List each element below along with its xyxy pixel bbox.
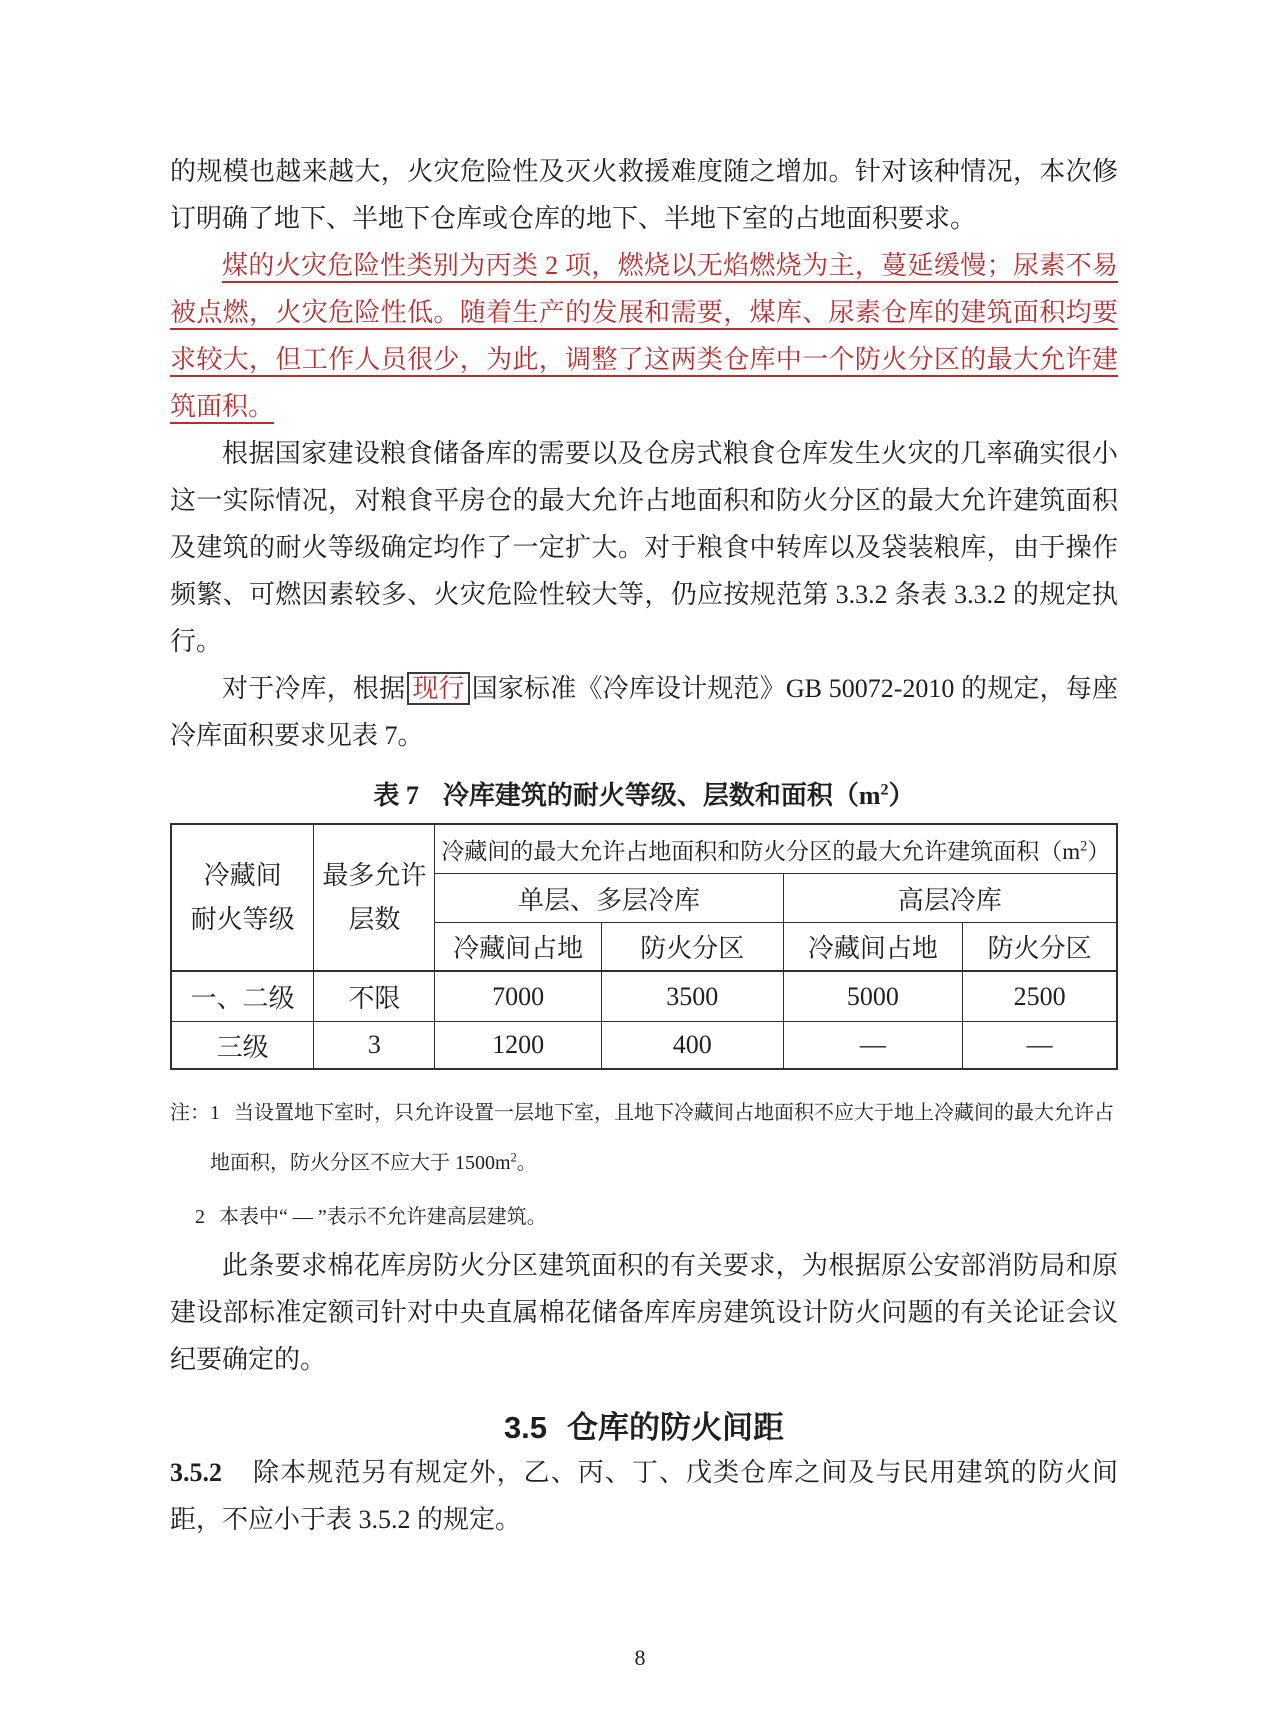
table7-header-span-superscript: 2	[1080, 837, 1088, 854]
table7-title	[170, 777, 1118, 815]
paragraph-grain-storage: 根据国家建设粮食储备库的需要以及仓房式粮食仓库发生火灾的几率确实很小这一实际情况，对粮食平房仓的最大允许占地面积和防火分区的最大允许建筑面积及建筑的耐火等级确定均作了一定扩大。对于粮食中转库以及袋装粮库，由于操作频繁、可燃因素较多、火灾危险性较大等，仍应按规范第 3.3.2 条表 3.3.2 的规定执行。	[170, 439, 1118, 656]
table7-subheader-firezone-1: 防火分区	[601, 923, 783, 972]
table7-subheader-footprint-1: 冷藏间占地	[435, 923, 601, 972]
table7-row-grade-1-2	[171, 971, 1117, 1022]
table7-cell: 一、二级	[171, 971, 314, 1022]
table7-title-close: ）	[888, 781, 915, 810]
table7-cell: 400	[601, 1022, 783, 1070]
note-2-number: 2	[195, 1206, 205, 1228]
section-number: 3.5	[503, 1410, 548, 1445]
paragraph-cotton-warehouse: 此条要求棉花库房防火分区建筑面积的有关要求，为根据原公安部消防局和原建设部标准定额司针对中央直属棉花储备库库房建筑设计防火问题的有关论证会议纪要确定的。	[170, 1251, 1118, 1374]
table7-subheader-footprint-2: 冷藏间占地	[783, 923, 963, 972]
table7-header-grade-line2: 耐火等级	[190, 904, 295, 934]
note-1-superscript: 2	[510, 1150, 517, 1165]
table7-title-text: 冷库建筑的耐火等级、层数和面积（m	[442, 781, 881, 810]
table7-header-span-close: ）	[1087, 838, 1111, 864]
note-2-text: 本表中“ — ”表示不允许建高层建筑。	[219, 1206, 547, 1228]
table7-header-group-single-multi: 单层、多层冷库	[435, 874, 783, 923]
table7-cell: 3500	[601, 971, 783, 1022]
table7-title-label: 表 7	[373, 781, 419, 810]
table7-cell: —	[963, 1022, 1117, 1070]
note-1-text: 当设置地下室时，只允许设置一层地下室，且地下冷藏间占地面积不应大于地上冷藏间的最大允许占地面积，防火分区不应大于 1500m	[210, 1102, 1114, 1174]
note-label: 注：	[170, 1102, 210, 1124]
note-1-number: 1	[210, 1102, 220, 1124]
table7-header-floors	[314, 824, 435, 971]
section-heading-3-5	[170, 1407, 1118, 1449]
table7-header-grade	[171, 824, 314, 971]
section-title: 仓库的防火间距	[567, 1410, 785, 1445]
table7-header-floors-line1: 最多允许	[322, 860, 427, 890]
paragraph-clause-3-5-2	[170, 1449, 1118, 1543]
table7-cell: —	[783, 1022, 963, 1070]
cold-storage-text-before: 对于冷库，根据	[222, 674, 406, 703]
table7-row-grade-3	[171, 1022, 1117, 1070]
table7-subheader-firezone-2: 防火分区	[963, 923, 1117, 972]
paragraph-continuation: 的规模也越来越大，火灾危险性及灭火救援难度随之增加。针对该种情况，本次修订明确了地下、半地下仓库或仓库的地下、半地下室的占地面积要求。	[170, 157, 1118, 233]
table7	[170, 823, 1118, 1070]
table7-cell: 3	[314, 1022, 435, 1070]
table7-cell: 5000	[783, 971, 963, 1022]
table7-cell: 2500	[963, 971, 1117, 1022]
table7-header-group-highrise: 高层冷库	[783, 874, 1117, 923]
clause-number: 3.5.2	[170, 1458, 222, 1487]
table7-cell: 1200	[435, 1022, 601, 1070]
note-1-close: 。	[516, 1152, 537, 1174]
page-number: 8	[634, 1645, 646, 1670]
table7-cell: 7000	[435, 971, 601, 1022]
table7-header-span	[435, 824, 1117, 874]
table7-header-floors-line2: 层数	[348, 904, 401, 934]
clause-text: 除本规范另有规定外，乙、丙、丁、戊类仓库之间及与民用建筑的防火间距，不应小于表 3.5.2 的规定。	[170, 1458, 1118, 1534]
table7-header-row-1	[171, 824, 1117, 874]
table7-header-grade-line1: 冷藏间	[203, 860, 282, 890]
table7-header-span-text: 冷藏间的最大允许占地面积和防火分区的最大允许建筑面积（m	[441, 838, 1081, 864]
table7-note-2	[195, 1192, 1118, 1242]
paragraph-cold-storage	[170, 665, 1118, 759]
cold-storage-text-after: 国家标准《冷库设计规范》GB 50072-2010 的规定，每座冷库面积要求见表 7。	[170, 674, 1118, 750]
table7-notes	[170, 1088, 1118, 1242]
table7-note-1	[170, 1088, 1118, 1188]
table7-cell: 不限	[314, 971, 435, 1022]
paragraph-revision-red: 煤的火灾危险性类别为丙类 2 项，燃烧以无焰燃烧为主，蔓延缓慢；尿素不易被点燃，火灾危险性低。随着生产的发展和需要，煤库、尿素仓库的建筑面积均要求较大，但工作人员很少，为此，调整了这两类仓库中一个防火分区的最大允许建筑面积。	[170, 251, 1118, 421]
table7-cell: 三级	[171, 1022, 314, 1070]
revision-box-current-standard: 现行	[407, 672, 469, 705]
page-content	[170, 148, 1118, 1543]
table7-title-superscript: 2	[880, 781, 889, 799]
